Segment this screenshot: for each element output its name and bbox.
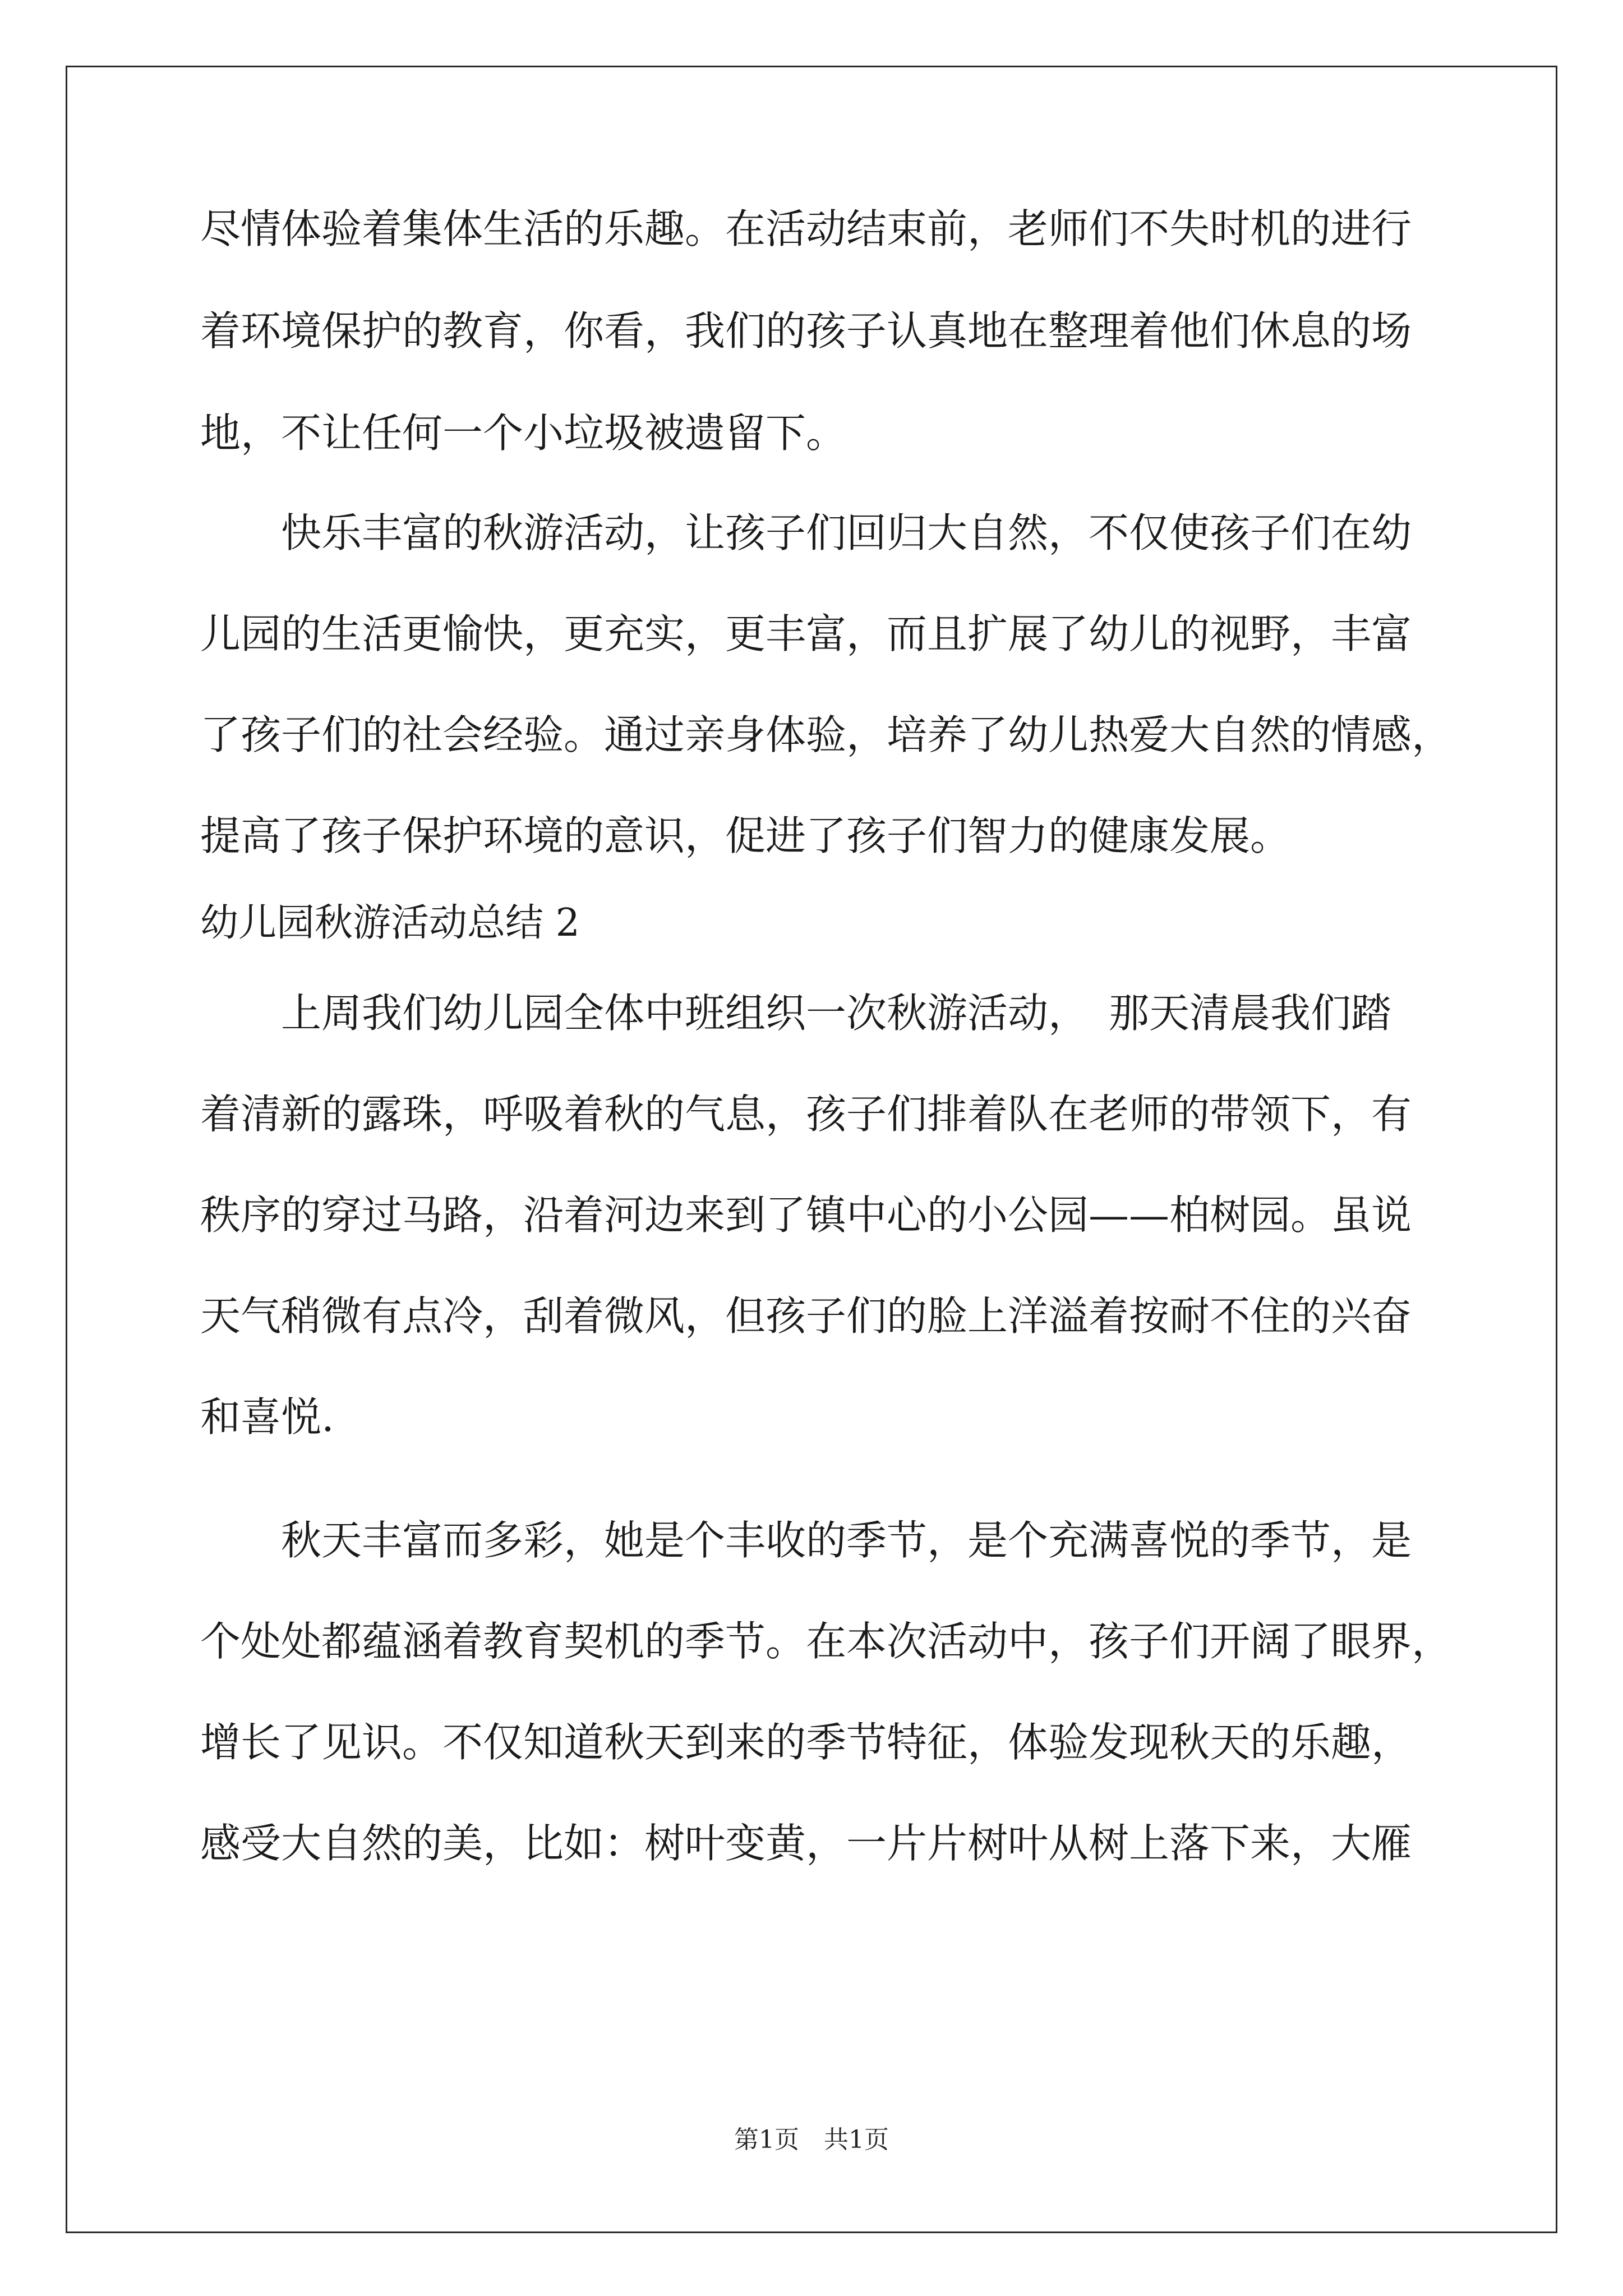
text-line: 着环境保护的教育，你看，我们的孩子认真地在整理着他们休息的场 [200, 307, 1412, 355]
text-line: 地，不让任何一个小垃圾被遗留下。 [200, 409, 847, 457]
text-line: 秋天丰富而多彩，她是个丰收的季节，是个充满喜悦的季节，是 [200, 1517, 1412, 1564]
text-line: 了孩子们的社会经验。通过亲身体验，培养了幼儿热爱大自然的情感， [200, 711, 1453, 758]
text-line: 儿园的生活更愉快，更充实，更丰富，而且扩展了幼儿的视野，丰富 [200, 610, 1412, 657]
text-line: 和喜悦. [200, 1393, 334, 1441]
text-line: 天气稍微有点冷，刮着微风，但孩子们的脸上洋溢着按耐不住的兴奋 [200, 1292, 1412, 1340]
text-line: 感受大自然的美，比如：树叶变黄，一片片树叶从树上落下来，大雁 [200, 1820, 1412, 1867]
text-line: 快乐丰富的秋游活动，让孩子们回归大自然，不仅使孩子们在幼 [200, 509, 1412, 556]
page-border [66, 66, 1557, 2233]
text-line: 个处处都蕴涵着教育契机的季节。在本次活动中，孩子们开阔了眼界， [200, 1618, 1453, 1665]
page-number-footer: 第1页 共1页 [734, 2125, 889, 2154]
text-line: 着清新的露珠，呼吸着秋的气息，孩子们排着队在老师的带领下，有 [200, 1091, 1412, 1138]
text-line: 提高了孩子保护环境的意识，促进了孩子们智力的健康发展。 [200, 812, 1291, 859]
text-line: 秩序的穿过马路，沿着河边来到了镇中心的小公园——柏树园。虽说 [200, 1191, 1412, 1239]
text-line: 尽情体验着集体生活的乐趣。在活动结束前，老师们不失时机的进行 [200, 205, 1412, 252]
text-line: 上周我们幼儿园全体中班组织一次秋游活动， 那天清晨我们踏 [200, 990, 1392, 1037]
section-heading: 幼儿园秋游活动总结 2 [200, 901, 580, 945]
text-line: 增长了见识。不仅知道秋天到来的季节特征，体验发现秋天的乐趣， [200, 1719, 1412, 1766]
